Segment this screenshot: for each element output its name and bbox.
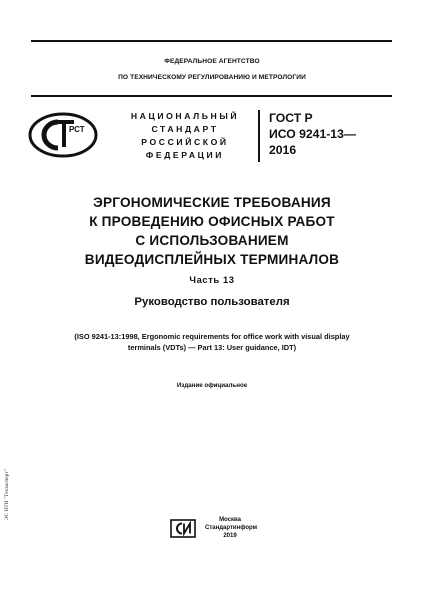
agency-line-1: ФЕДЕРАЛЬНОЕ АГЕНТСТВО	[164, 58, 260, 65]
national-standard-line-2: СТАНДАРТ	[151, 124, 219, 134]
designation-line-1: ГОСТ Р	[269, 111, 313, 125]
title-line-4: ВИДЕОДИСПЛЕЙНЫХ ТЕРМИНАЛОВ	[84, 252, 340, 267]
title-line-1: ЭРГОНОМИЧЕСКИЕ ТРЕБОВАНИЯ	[93, 195, 331, 210]
national-standard-line-1: НАЦИОНАЛЬНЫЙ	[130, 111, 240, 121]
document-subtitle: Руководство пользователя	[134, 296, 290, 308]
edition-label: Издание официальное	[176, 382, 248, 389]
iso-reference-line-1: (ISO 9241-13:1998, Ergonomic requirements for office work with visual display	[74, 332, 350, 341]
title-line-2: К ПРОВЕДЕНИЮ ОФИСНЫХ РАБОТ	[89, 214, 335, 229]
watermark: ЭС НТИ "Техэксперт"	[4, 469, 10, 520]
publisher-name: Стандартинформ	[205, 525, 258, 531]
iso-reference-line-2: terminals (VDTs) — Part 13: User guidance, IDT)	[127, 343, 297, 352]
top-rule	[31, 40, 392, 42]
part-number: Часть 13	[189, 274, 235, 285]
emblem-letters: РСТ	[69, 125, 85, 134]
header-rule	[31, 95, 392, 97]
national-standard-line-3: РОССИЙСКОЙ	[141, 137, 229, 147]
designation-separator	[258, 110, 260, 162]
standartinform-logo-icon	[170, 519, 196, 538]
national-standard-line-4: ФЕДЕРАЦИИ	[145, 150, 225, 160]
agency-line-2: ПО ТЕХНИЧЕСКОМУ РЕГУЛИРОВАНИЮ И МЕТРОЛОГИИ	[118, 74, 306, 81]
title-line-3: С ИСПОЛЬЗОВАНИЕМ	[135, 233, 289, 248]
gost-r-emblem-icon	[28, 112, 98, 158]
designation-line-3: 2016	[269, 143, 297, 157]
publisher-city: Москва	[219, 517, 241, 523]
designation-line-2: ИСО 9241-13—	[269, 127, 357, 141]
publication-year: 2019	[223, 533, 237, 539]
